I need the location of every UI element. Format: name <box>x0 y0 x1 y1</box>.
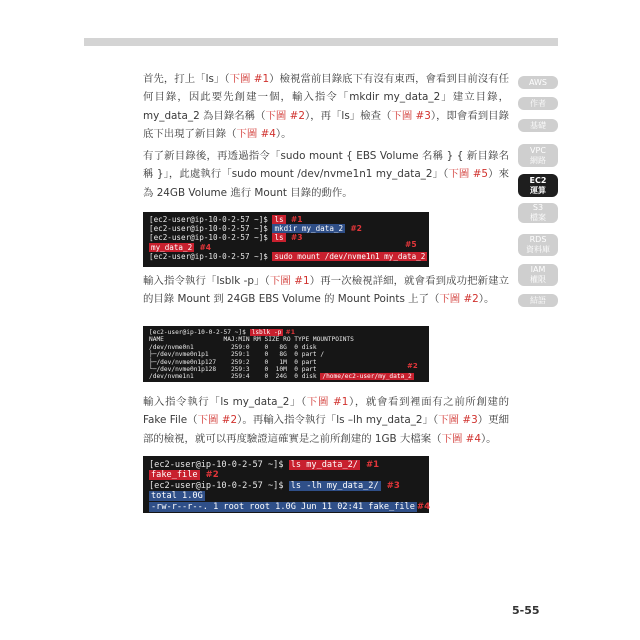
step-tag: #4 <box>416 501 431 512</box>
paragraph-text: 輸入指令執行「lsblk -p」（ <box>143 275 270 287</box>
page-number: 5-55 <box>512 604 540 617</box>
terminal-line <box>149 366 317 373</box>
terminal-text: [ec2-user@ip-10-0-2-57 ~]$ <box>149 233 273 243</box>
chapter-tab: IAM 權限 <box>518 264 558 286</box>
paragraph-text: ），就會看到裡面有之前所創建的 Fake File（ <box>143 396 509 427</box>
figure-reference: 下圖 #1 <box>229 73 270 85</box>
highlighted-command: fake_file <box>151 470 198 481</box>
paragraph-text: ），再「ls」檢查（ <box>304 109 392 122</box>
step-tag: #2 <box>407 362 418 370</box>
highlighted-command: sudo mount /dev/nvme1n1 my_data_2 <box>274 251 426 261</box>
paragraph-text: ）再一次檢視詳細，就會看到成功把新建立的目錄 Mount 到 24GB EBS Volume 的 Mount Points 上了（ <box>143 275 510 306</box>
terminal-text: [ec2-user@ip-10-0-2-57 ~]$ <box>149 251 273 261</box>
terminal-line <box>149 329 295 336</box>
step-tag: #3 <box>380 480 400 491</box>
step-tag: #1 <box>359 460 380 470</box>
paragraph-text: ）。 <box>478 293 495 306</box>
figure-reference: 下圖 #2 <box>197 414 238 427</box>
figure-reference: 下圖 #2 <box>439 293 479 306</box>
paragraph-text: ）。 <box>275 128 292 141</box>
terminal-line <box>149 351 324 358</box>
terminal-text: /dev/nvme0n1 259:0 0 8G 0 disk <box>149 343 317 351</box>
figure-reference: 下圖 #5 <box>448 168 489 181</box>
paragraph-text: ）。再輸入指令執行「ls –lh my_data_2」（ <box>237 414 439 427</box>
terminal-text: [ec2-user@ip-10-0-2-57 ~]$ <box>149 329 250 336</box>
paragraph-text: 首先，打上「ls」（ <box>143 73 230 85</box>
figure-reference: 下圖 #4 <box>236 128 276 141</box>
terminal-line <box>149 460 379 470</box>
terminal-text: [ec2-user@ip-10-0-2-57 ~]$ <box>149 215 273 224</box>
terminal-line <box>149 215 303 224</box>
chapter-tab: EC2 運算 <box>518 174 558 197</box>
terminal-line <box>149 470 219 480</box>
terminal-text: [ec2-user@ip-10-0-2-57 ~]$ <box>149 460 289 470</box>
highlighted-command: -rw-r--r--. 1 root root 1.0G Jun 11 02:41 fake_file <box>151 501 415 512</box>
figure-reference: 下圖 #1 <box>269 275 310 287</box>
figure-reference: 下圖 #4 <box>441 432 481 445</box>
paragraph-2 <box>143 147 509 202</box>
terminal-text: NAME MAJ:MIN RM SIZE RO TYPE MOUNTPOINTS <box>149 336 354 344</box>
header-bar <box>84 38 558 46</box>
step-tag: #1 <box>283 329 296 336</box>
step-tag: #3 <box>285 233 303 243</box>
paragraph-text: ）更細部的檢視，就可以再度驗證這確實是之前所創建的 1GB 大檔案（ <box>143 414 510 445</box>
terminal-screenshot-2 <box>143 326 429 382</box>
terminal-text: ├─/dev/nvme0n1p127 259:2 0 1M 0 part <box>149 358 317 366</box>
step-tag: #5 <box>405 240 417 249</box>
chapter-tab: RDS 資料庫 <box>518 234 558 256</box>
terminal-text: └─/dev/nvme0n1p128 259:3 0 10M 0 part <box>149 366 317 373</box>
chapter-tab: AWS <box>518 76 558 89</box>
step-tag: #4 <box>194 242 212 252</box>
paragraph-text: ）。 <box>480 432 497 445</box>
terminal-text: /dev/nvme1n1 259:4 0 24G 0 disk <box>149 373 321 381</box>
terminal-line <box>149 233 303 242</box>
paragraph-text: ），即會看到目錄底下出現了新目錄（ <box>143 109 509 141</box>
terminal-text: [ec2-user@ip-10-0-2-57 ~]$ <box>149 480 289 491</box>
terminal-text: [ec2-user@ip-10-0-2-57 ~]$ <box>149 224 273 234</box>
terminal-line <box>149 481 400 491</box>
terminal-line <box>149 252 427 261</box>
chapter-tab: 基礎 <box>518 119 558 132</box>
paragraph-3 <box>143 272 509 309</box>
paragraph-text: ）檢視當前目錄底下有沒有東西，會看到目前沒有任何目錄，因此要先創建一個，輸入指令「mkdir my_data_2」建立目錄，my_data_2 為目錄名稱（ <box>143 73 509 122</box>
paragraph-text: 輸入指令執行「ls my_data_2」（ <box>143 396 307 408</box>
highlighted-command: ls -lh my_data_2/ <box>290 480 379 491</box>
highlighted-command: ls my_data_2/ <box>290 460 358 470</box>
chapter-tab: S3 檔案 <box>518 203 558 223</box>
paragraph-text: ）來為 24GB Volume 進行 Mount 目錄的動作。 <box>143 168 510 199</box>
terminal-line <box>149 502 430 512</box>
highlighted-command: lsblk -p <box>251 329 282 336</box>
step-tag: #1 <box>285 215 303 224</box>
highlighted-command: ls <box>274 215 284 224</box>
figure-reference: 下圖 #3 <box>391 109 431 122</box>
terminal-line <box>149 359 317 366</box>
paragraph-1 <box>143 70 509 144</box>
figure-reference: 下圖 #3 <box>438 414 478 427</box>
highlighted-command: my_data_2 <box>151 242 193 252</box>
step-tag: #2 <box>345 224 362 234</box>
highlighted-command: /home/ec2-user/my_data_2 <box>322 373 412 381</box>
step-tag: #2 <box>199 470 219 481</box>
terminal-screenshot-3 <box>143 456 429 513</box>
paragraph-4 <box>143 393 509 448</box>
terminal-line <box>149 373 414 380</box>
highlighted-command: total 1.0G <box>151 491 203 502</box>
terminal-line <box>149 344 317 351</box>
chapter-tab: 作者 <box>518 97 558 110</box>
highlighted-command: mkdir my_data_2 <box>274 224 344 234</box>
terminal-screenshot-1 <box>143 212 429 267</box>
figure-reference: 下圖 #1 <box>306 396 349 408</box>
terminal-line <box>149 243 211 252</box>
paragraph-text: 有了新目錄後，再透過指令「sudo mount { EBS Volume 名稱 } { 新目錄名稱 }」，此處執行「sudo mount /dev/nvme1n1 my_data_2」（ <box>143 150 509 181</box>
terminal-text: ├─/dev/nvme0n1p1 259:1 0 8G 0 part / <box>149 351 325 359</box>
terminal-line <box>149 336 354 343</box>
chapter-tab: VPC 網路 <box>518 144 558 167</box>
terminal-line <box>149 491 205 501</box>
figure-reference: 下圖 #2 <box>265 109 305 122</box>
terminal-line <box>149 224 362 233</box>
highlighted-command: ls <box>274 233 284 243</box>
chapter-tab: 結語 <box>518 294 558 307</box>
